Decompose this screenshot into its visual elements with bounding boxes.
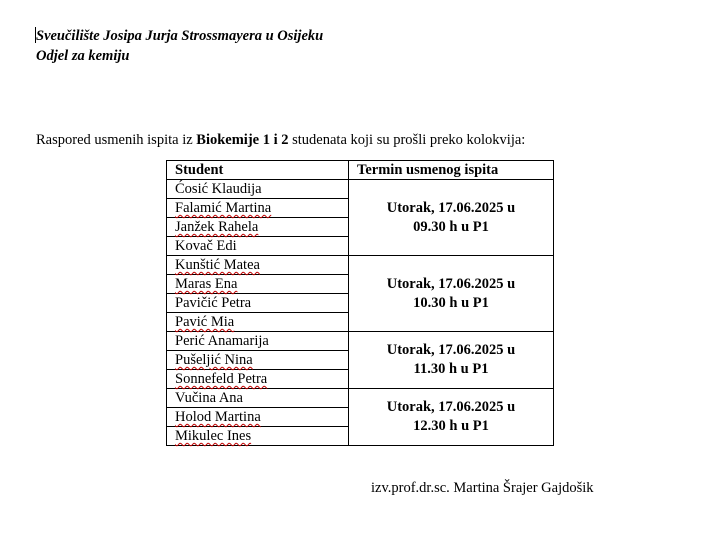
student-name: Maras Ena [175, 276, 238, 292]
exam-term-time: 09.30 h u P1 [413, 218, 489, 235]
exam-term-cell [349, 256, 554, 332]
table-row [167, 389, 554, 408]
table-body [167, 180, 554, 446]
student-name: Ćosić Klaudija [175, 181, 262, 197]
student-cell [167, 389, 349, 408]
exam-term-cell [349, 332, 554, 389]
student-cell [167, 199, 349, 218]
student-cell [167, 237, 349, 256]
student-name: Kunštić Matea [175, 257, 260, 273]
student-name: Perić Anamarija [175, 333, 269, 349]
intro-paragraph [36, 131, 525, 149]
signature: izv.prof.dr.sc. Martina Šrajer Gajdošik [371, 480, 594, 496]
student-cell [167, 294, 349, 313]
exam-term-cell [349, 389, 554, 446]
student-cell [167, 313, 349, 332]
student-cell [167, 180, 349, 199]
table-header-row [167, 161, 554, 180]
student-name: Pavičić Petra [175, 295, 252, 311]
department-name: Odjel za kemiju [36, 48, 130, 64]
student-cell [167, 351, 349, 370]
student-cell [167, 256, 349, 275]
student-name: Janžek Rahela [175, 219, 259, 235]
student-cell [167, 218, 349, 237]
intro-text-after: studenata koji su prošli preko kolokvija: [288, 132, 526, 148]
student-name: Mikulec Ines [175, 428, 252, 444]
student-name: Holod Martina [175, 409, 261, 425]
exam-term-time: 10.30 h u P1 [413, 294, 489, 311]
student-name: Kovač Edi [175, 238, 237, 254]
student-cell [167, 370, 349, 389]
student-cell [167, 408, 349, 427]
exam-schedule-table [166, 160, 554, 446]
exam-term-date: Utorak, 17.06.2025 u [386, 199, 516, 216]
table-row [167, 256, 554, 275]
exam-term-date: Utorak, 17.06.2025 u [386, 275, 516, 292]
column-header-student: Student [167, 161, 349, 180]
document-header [36, 26, 323, 66]
column-header-term: Termin usmenog ispita [349, 161, 554, 180]
table-row [167, 180, 554, 199]
student-name: Sonnefeld Petra [175, 371, 268, 387]
student-cell [167, 275, 349, 294]
exam-term-date: Utorak, 17.06.2025 u [386, 399, 516, 415]
exam-term-time: 11.30 h u P1 [413, 361, 489, 377]
university-name: Sveučilište Josipa Jurja Strossmayera u Osijeku [36, 28, 324, 44]
table-row [167, 332, 554, 351]
student-name: Vučina Ana [175, 390, 243, 406]
exam-term-time: 12.30 h u P1 [413, 418, 489, 434]
exam-term-date: Utorak, 17.06.2025 u [386, 342, 516, 358]
student-name: Falamić Martina [175, 200, 272, 216]
intro-course-name: Biokemije 1 i 2 [196, 132, 289, 148]
student-cell [167, 427, 349, 446]
intro-text-before: Raspored usmenih ispita iz [36, 132, 197, 148]
student-name: Pavić Mia [175, 314, 235, 330]
exam-term-cell [349, 180, 554, 256]
student-name: Pušeljić Nina [175, 352, 253, 368]
student-cell [167, 332, 349, 351]
